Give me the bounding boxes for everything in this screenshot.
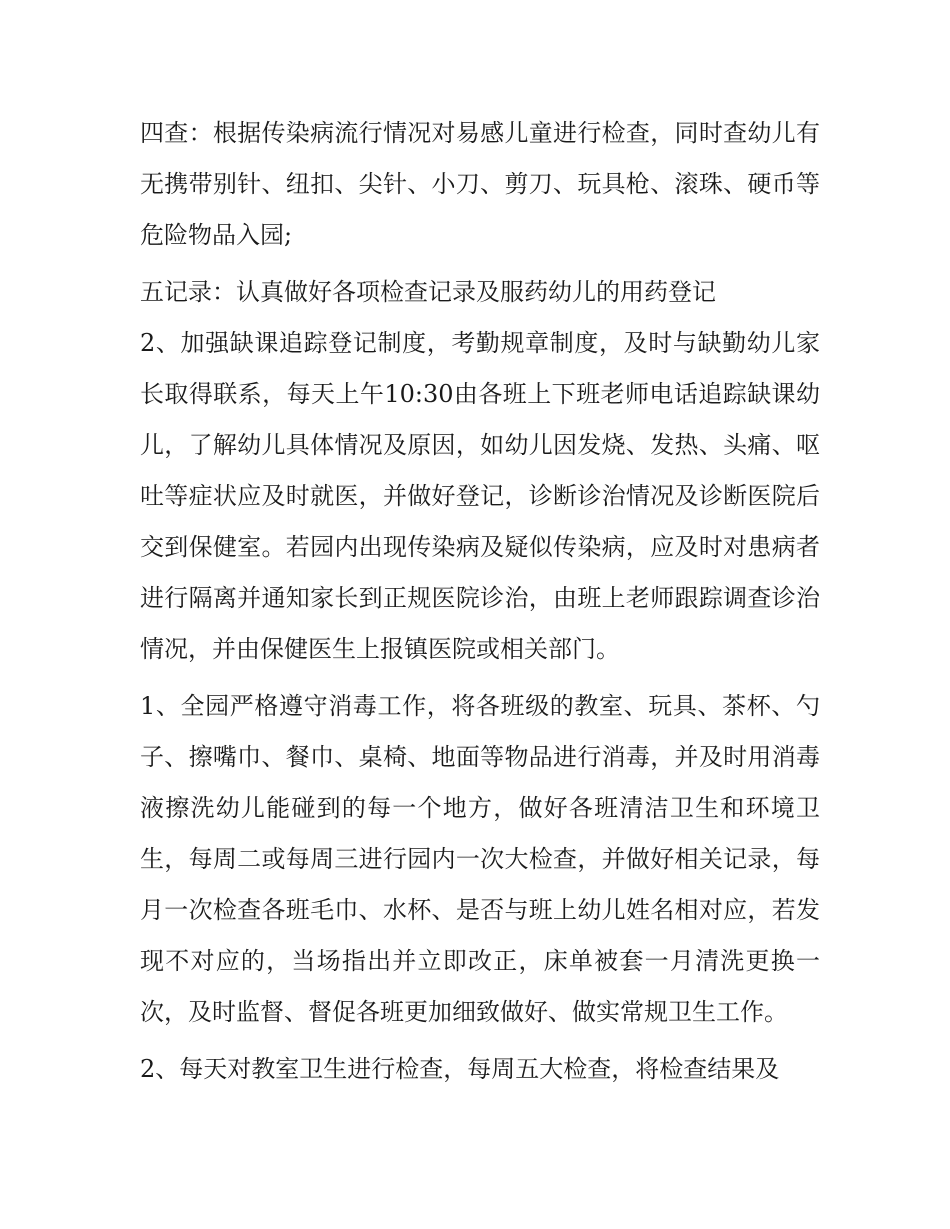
paragraph-absence-tracking: 2、加强缺课追踪登记制度，考勤规章制度，及时与缺勤幼儿家长取得联系，每天上午10:30由各班上下班老师电话追踪缺课幼儿，了解幼儿具体情况及原因，如幼儿因发烧、发热、头痛、呕吐等症状应及时就医，并做好登记，诊断诊治情况及诊断医院后交到保健室。若园内出现传染病及疑似传染病，应及时对患病者进行隔离并通知家长到正规医院诊治，由班上老师跟踪调查诊治情况，并由保健医生上报镇医院或相关部门。 [140,329,820,663]
paragraph-daily-check: 2、每天对教室卫生进行检查，每周五大检查，将检查结果及 [140,1055,780,1083]
document-body [140,108,820,1101]
paragraph-disinfection: 1、全园严格遵守消毒工作，将各班级的教室、玩具、茶杯、勺子、擦嘴巾、餐巾、桌椅、地面等物品进行消毒，并及时用消毒液擦洗幼儿能碰到的每一个地方，做好各班清洁卫生和环境卫生，每周二或每周三进行园内一次大检查，并做好相关记录，每月一次检查各班毛巾、水杯、是否与班上幼儿姓名相对应，若发现不对应的，当场指出并立即改正，床单被套一月清洗更换一次，及时监督、督促各班更加细致做好、做实常规卫生工作。 [140,692,820,1026]
paragraph-inspection-four: 四查：根据传染病流行情况对易感儿童进行检查，同时查幼儿有无携带别针、纽扣、尖针、小刀、剪刀、玩具枪、滚珠、硬币等危险物品入园; [140,119,820,249]
paragraph-record-five: 五记录：认真做好各项检查记录及服药幼儿的用药登记 [140,278,716,306]
